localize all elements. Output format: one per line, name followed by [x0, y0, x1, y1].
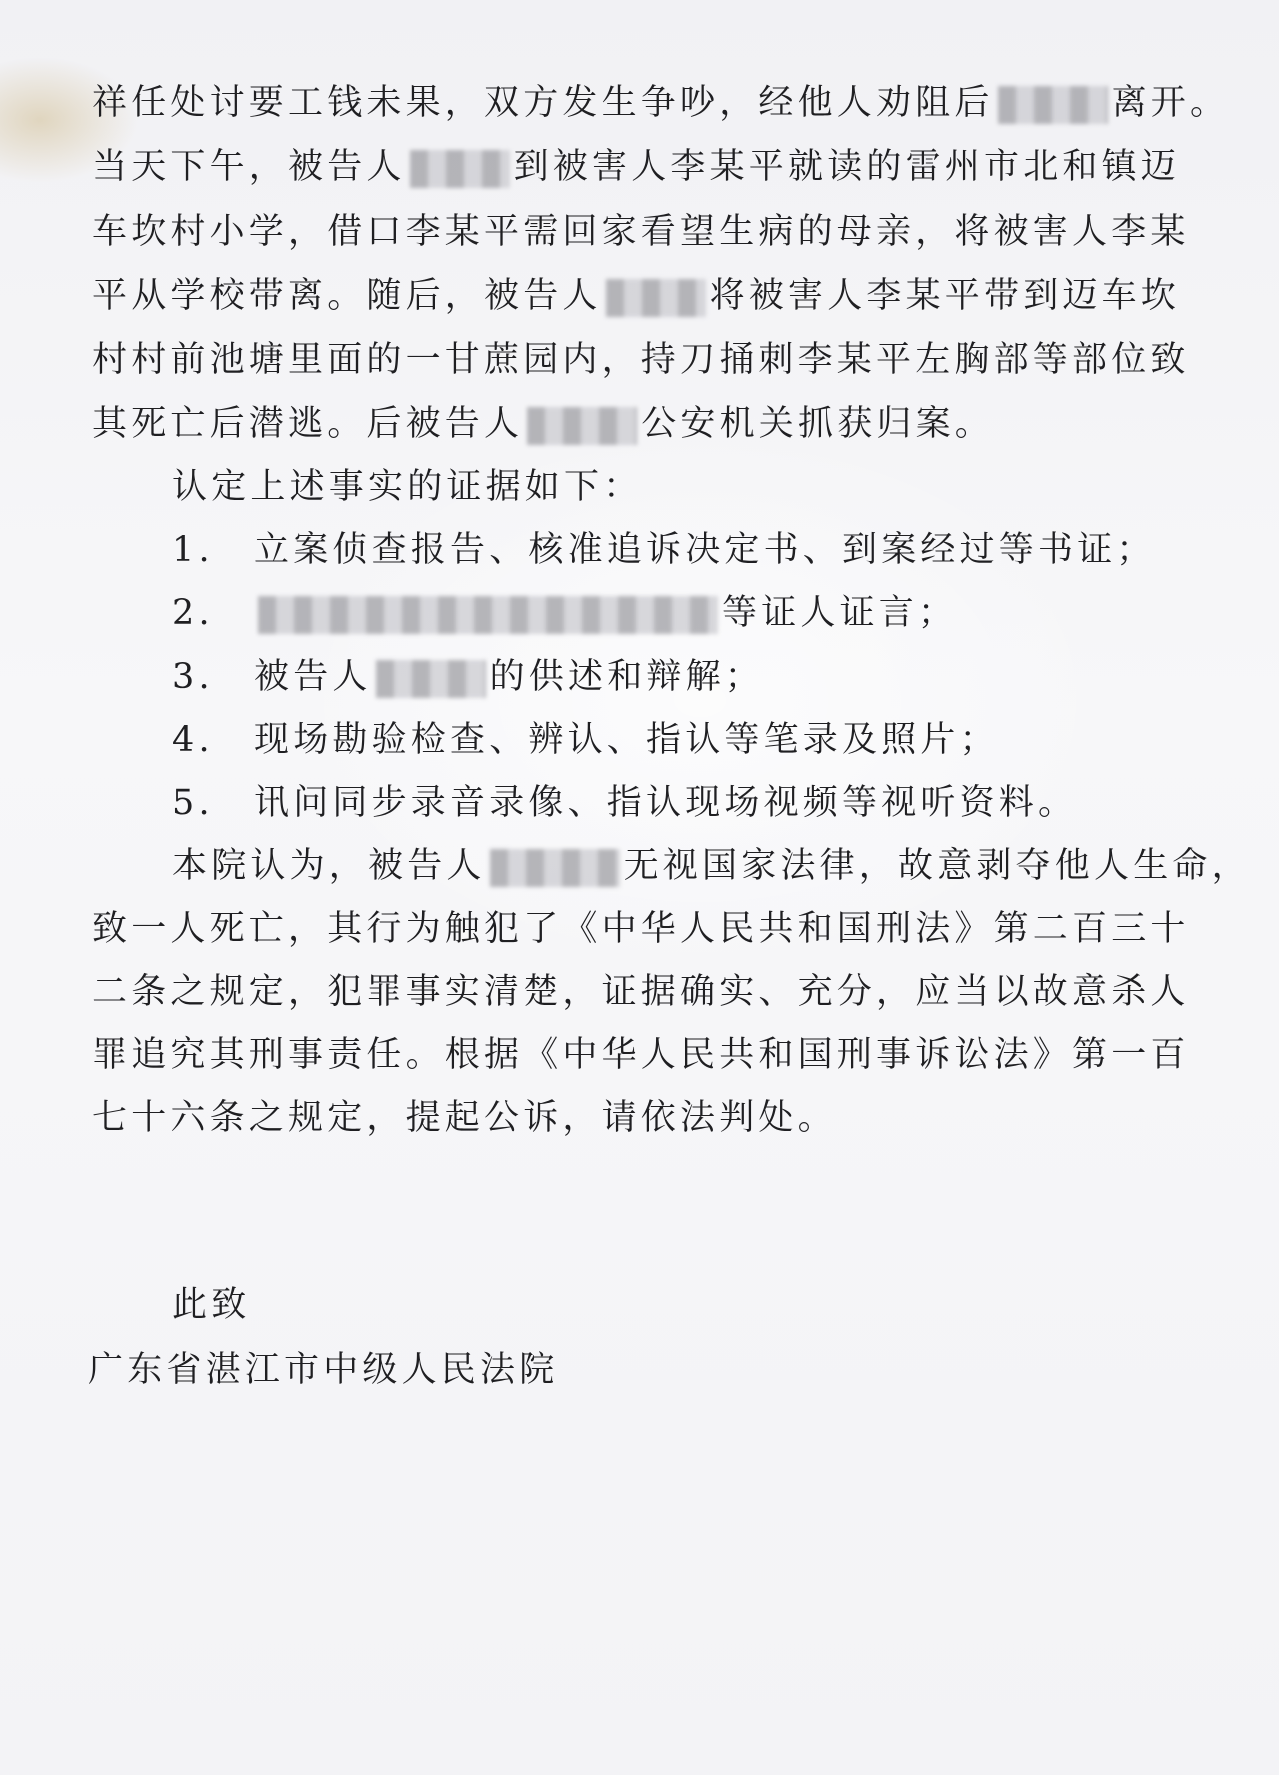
text-segment: 致一人死亡，其行为触犯了《中华人民共和国刑法》第二百三十	[92, 909, 1190, 949]
text-segment: 车坎村小学，借口李某平需回家看望生病的母亲，将被害人李某	[92, 212, 1190, 252]
redacted-name	[998, 86, 1108, 124]
text-segment: 无视国家法律，故意剥夺他人生命，	[623, 846, 1251, 886]
text-segment: 被告人	[254, 657, 372, 697]
text-line	[92, 338, 1190, 382]
recipient-court	[88, 1348, 558, 1392]
text-line	[92, 81, 1229, 125]
evidence-item	[172, 655, 764, 699]
text-line	[92, 970, 1190, 1014]
text-segment: 当天下午，被告人	[92, 147, 406, 187]
item-number: 3.	[172, 657, 214, 697]
text-line	[92, 274, 1180, 318]
text-segment: 罪追究其刑事责任。根据《中华人民共和国刑事诉讼法》第一百	[92, 1035, 1190, 1075]
text-segment: 认定上述事实的证据如下：	[172, 467, 643, 507]
text-segment: 立案侦查报告、核准追诉决定书、到案经过等书证；	[254, 530, 1156, 570]
text-segment: 讯问同步录音录像、指认现场视频等视听资料。	[254, 783, 1078, 823]
text-segment: 将被害人李某平带到迈车坎	[709, 276, 1181, 316]
redacted-name	[410, 150, 510, 188]
text-segment: 祥任处讨要工钱未果，双方发生争吵，经他人劝阻后	[92, 83, 994, 123]
evidence-item	[172, 718, 999, 762]
text-line	[92, 145, 1180, 189]
text-segment: 七十六条之规定，提起公诉，请依法判处。	[92, 1098, 837, 1138]
text-segment: 广东省湛江市中级人民法院	[88, 1350, 559, 1390]
text-line	[92, 402, 994, 446]
text-segment: 等证人证言；	[722, 593, 958, 633]
redacted-name	[376, 660, 486, 698]
redacted-names	[258, 596, 718, 634]
text-line	[92, 1096, 837, 1140]
text-segment: 此致	[172, 1285, 251, 1325]
text-segment: 公安机关抓获归案。	[641, 404, 995, 444]
item-number: 1.	[172, 530, 214, 570]
text-segment: 其死亡后潜逃。后被告人	[92, 404, 524, 444]
text-segment: 现场勘验检查、辨认、指认等笔录及照片；	[254, 720, 999, 760]
text-line	[92, 907, 1190, 951]
evidence-item	[172, 528, 1156, 572]
text-line	[92, 210, 1190, 254]
redacted-name	[527, 407, 637, 445]
redacted-name	[606, 279, 706, 317]
evidence-item	[172, 591, 957, 635]
text-segment: 二条之规定，犯罪事实清楚，证据确实、充分，应当以故意杀人	[92, 972, 1190, 1012]
text-segment: 平从学校带离。随后，被告人	[92, 276, 602, 316]
text-segment: 离开。	[1111, 83, 1230, 123]
evidence-intro	[172, 465, 642, 509]
item-number: 5.	[172, 783, 214, 823]
text-segment: 本院认为，被告人	[172, 846, 486, 886]
redacted-name	[490, 849, 620, 887]
text-segment: 的供述和辩解；	[489, 657, 765, 697]
text-line	[92, 1033, 1190, 1077]
evidence-item	[172, 781, 1077, 825]
item-number: 2.	[172, 593, 214, 633]
text-line	[172, 844, 1251, 888]
text-segment: 村村前池塘里面的一甘蔗园内，持刀捅刺李某平左胸部等部位致	[92, 340, 1190, 380]
item-number: 4.	[172, 720, 214, 760]
closing-salutation	[172, 1283, 250, 1327]
text-segment: 到被害人李某平就读的雷州市北和镇迈	[513, 147, 1181, 187]
